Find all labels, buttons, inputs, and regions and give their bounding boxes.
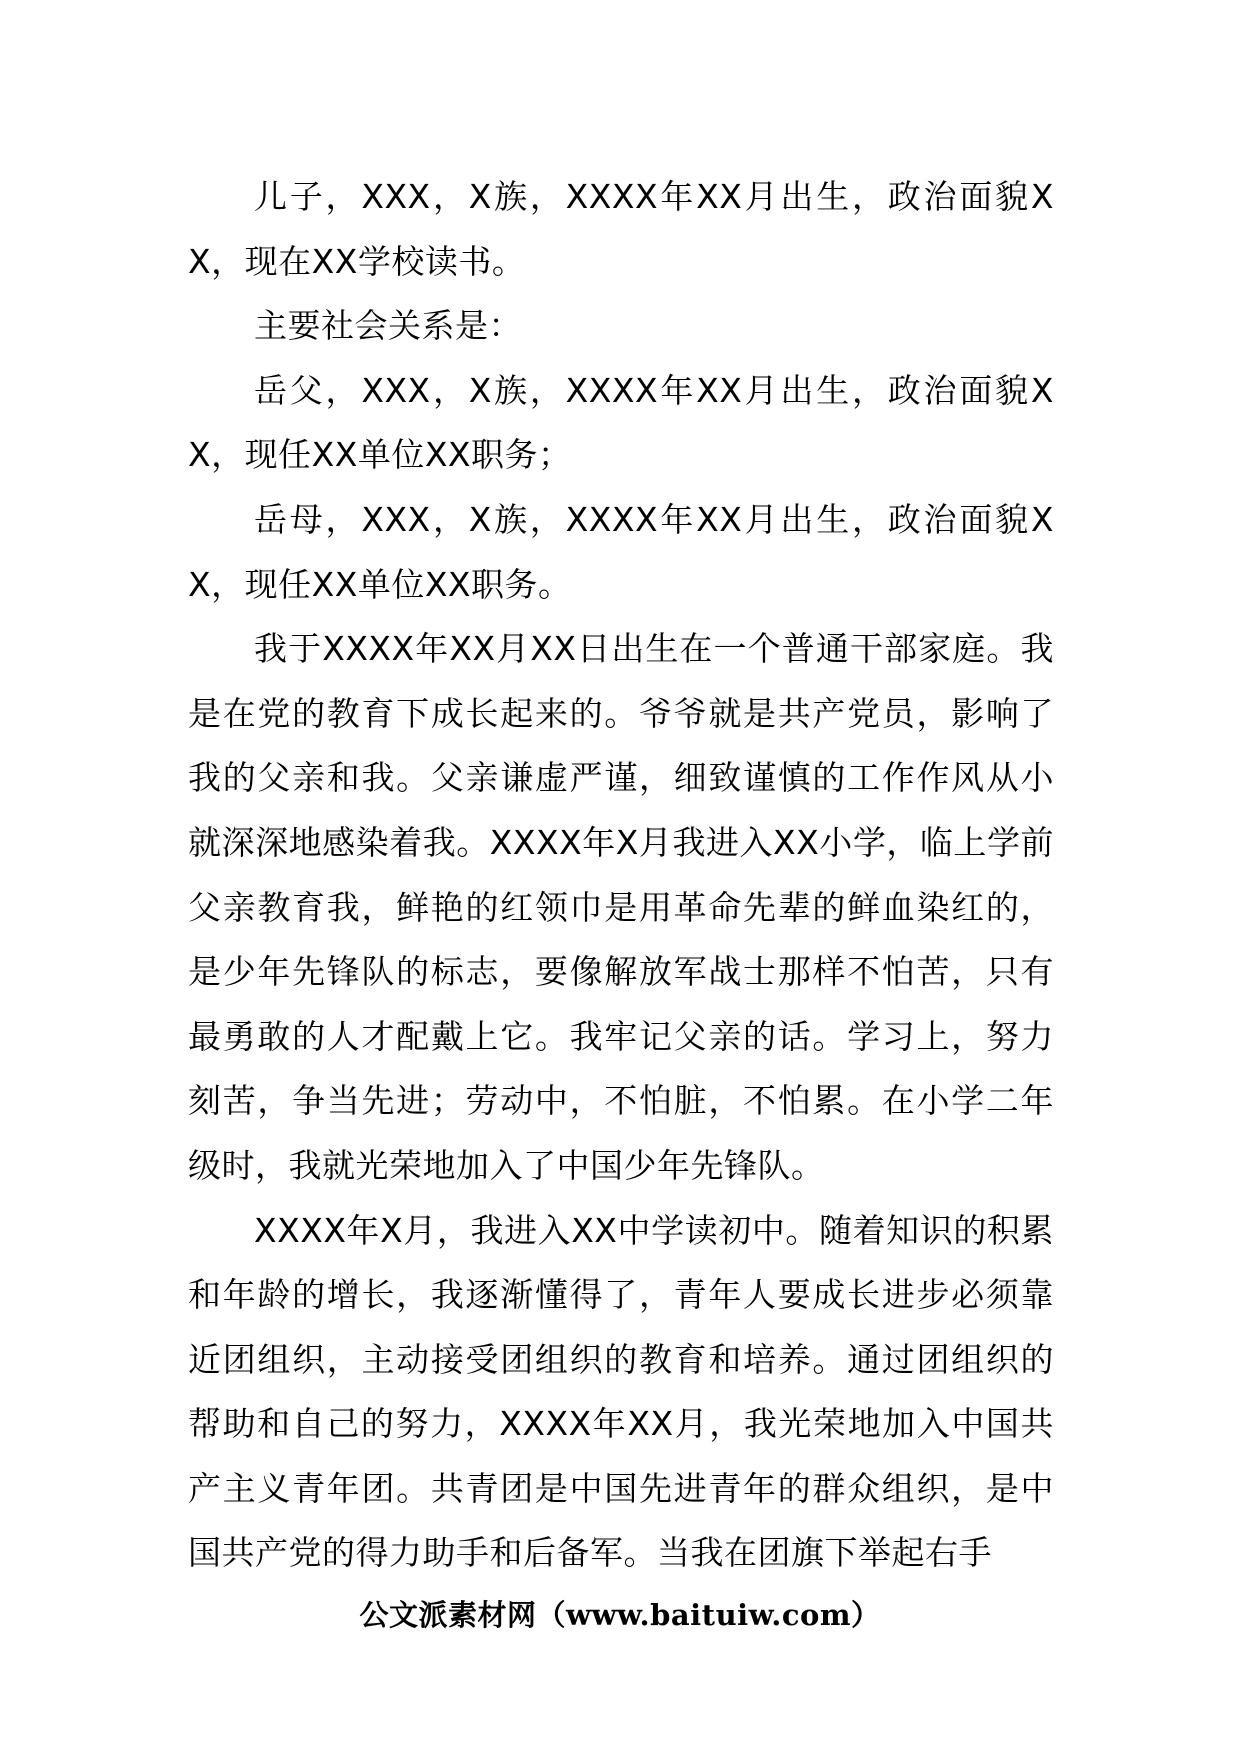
paragraph-middle-school-history: XXXX年X月，我进入XX中学读初中。随着知识的积累和年龄的增长，我逐渐懂得了，青年人要成长进步必须靠近团组织，主动接受团组织的教育和培养。通过团组织的帮助和自己的努力，XXXX年XX月，我光荣地加入中国共产主义青年团。共青团是中国先进青年的群众组织，是中国共产党的得力助手和后备军。当我在团旗下举起右手 (188, 1210, 1054, 1573)
footer-site-url: （www.baituiw.com） (536, 1598, 881, 1632)
document-body (188, 165, 1054, 1586)
paragraph-son-info: 儿子，XXX，X族，XXXX年XX月出生，政治面貌XX，现在XX学校读书。 (188, 177, 1054, 281)
footer-site-name: 公文派素材网 (359, 1598, 537, 1632)
page-footer (0, 1595, 1240, 1635)
paragraph-father-in-law-info: 岳父，XXX，X族，XXXX年XX月出生，政治面貌XX，现任XX单位XX职务； (188, 370, 1054, 475)
paragraph-childhood-history: 我于XXXX年XX月XX日出生在一个普通干部家庭。我是在党的教育下成长起来的。爷爷就是共产党员，影响了我的父亲和我。父亲谦虚严谨，细致谨慎的工作作风从小就深深地感染着我。XXXX年X月我进入XX小学，临上学前父亲教育我，鲜艳的红领巾是用革命先辈的鲜血染红的，是少年先锋队的标志，要像解放军战士那样不怕苦，只有最勇敢的人才配戴上它。我牢记父亲的话。学习上，努力刻苦，争当先进；劳动中，不怕脏，不怕累。在小学二年级时，我就光荣地加入了中国少年先锋队。 (188, 629, 1054, 1185)
paragraph-social-relations-heading: 主要社会关系是： (254, 306, 522, 346)
paragraph-mother-in-law-info: 岳母，XXX，X族，XXXX年XX月出生，政治面貌XX，现任XX单位XX职务。 (188, 499, 1054, 604)
